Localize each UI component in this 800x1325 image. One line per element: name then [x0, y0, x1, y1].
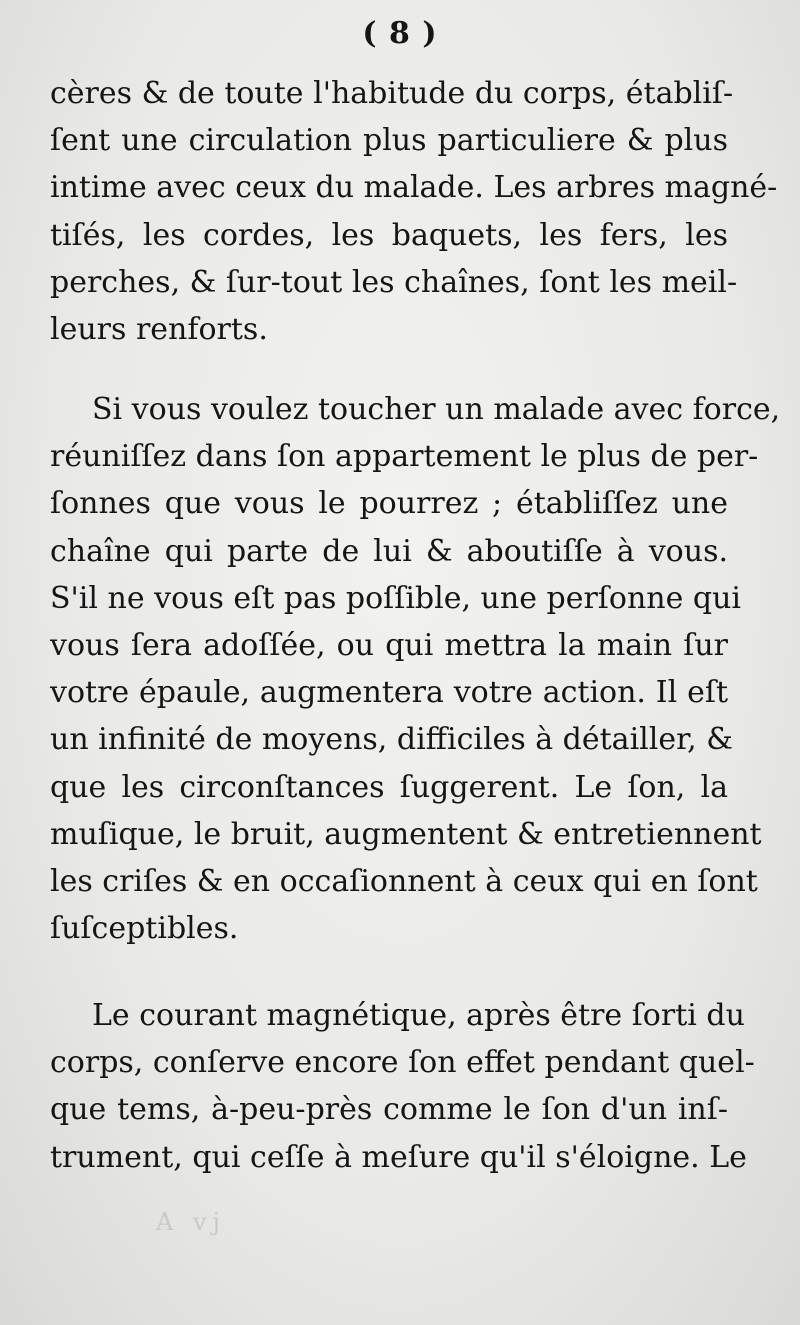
paragraph-2 — [50, 386, 781, 952]
text-line: que les circonſtances ſuggerent. Le ſon, la — [50, 769, 728, 805]
text-line: S'il ne vous eſt pas poſſible, une perſonne qui — [50, 580, 742, 616]
printer-signature-mark: A vj — [156, 1208, 226, 1236]
text-line: leurs renforts. — [50, 311, 268, 347]
text-line: trument, qui ceſſe à meſure qu'il s'éloigne. Le — [50, 1139, 747, 1175]
text-line: Si vous voulez toucher un malade avec force, — [92, 392, 781, 427]
text-line: réuniſſez dans ſon appartement le plus de per- — [50, 439, 759, 475]
text-line: les criſes & en occaſionnent à ceux qui en ſont — [50, 863, 758, 899]
text-line: ſonnes que vous le pourrez ; établiſſez une — [50, 486, 728, 522]
text-line: chaîne qui parte de lui & aboutiſſe à vous. — [50, 533, 728, 569]
text-line: un infinité de moyens, difficiles à détailler, & — [50, 722, 733, 758]
text-line: muſique, le bruit, augmentent & entretiennent — [50, 816, 762, 852]
text-line: tiſés, les cordes, les baquets, les fers, les — [50, 217, 728, 253]
text-line: Le courant magnétique, après être ſorti du — [92, 998, 745, 1033]
text-line: perches, & ſur-tout les chaînes, ſont les meil- — [50, 264, 738, 300]
text-line: votre épaule, augmentera votre action. Il eſt — [50, 675, 728, 711]
text-line: ſent une circulation plus particuliere & plus — [50, 123, 728, 159]
text-line: vous ſera adoſſée, ou qui mettra la main ſur — [50, 627, 728, 663]
paragraph-3 — [50, 992, 755, 1181]
text-line: corps, conſerve encore ſon effet pendant quel- — [50, 1045, 755, 1081]
text-line: que tems, à-peu-près comme le ſon d'un inſ- — [50, 1092, 728, 1128]
text-line: ſuſceptibles. — [50, 911, 239, 947]
text-line: cères & de toute l'habitude du corps, établiſ- — [50, 76, 734, 111]
paragraph-1 — [50, 70, 778, 353]
page-number: ( 8 ) — [362, 16, 438, 51]
text-line: intime avec ceux du malade. Les arbres magné- — [50, 170, 778, 206]
